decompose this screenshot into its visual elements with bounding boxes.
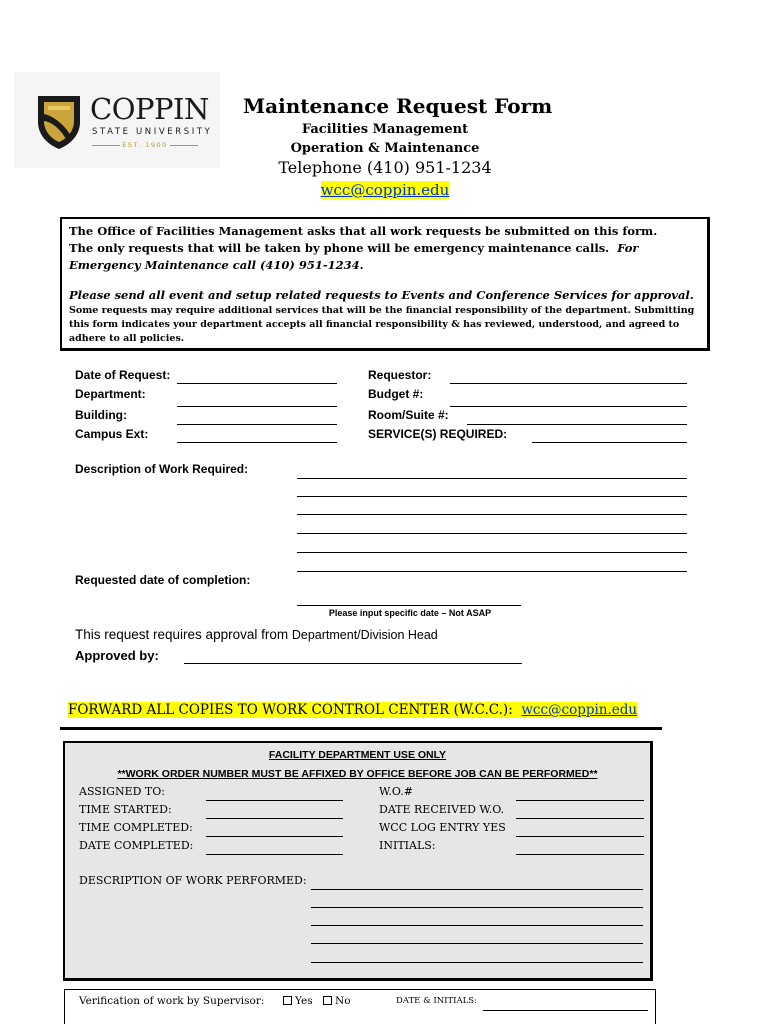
approval-text [75,627,438,642]
description-label: Description of Work Required: [75,462,249,476]
room-suite-label: Room/Suite #: [368,408,449,422]
work-performed-label: DESCRIPTION OF WORK PERFORMED: [79,874,307,887]
services-required-label: SERVICE(S) REQUIRED: [368,427,508,441]
department-field[interactable] [177,406,337,407]
assigned-to-field[interactable] [206,800,343,801]
campus-ext-field[interactable] [177,442,337,443]
notice-line-2 [69,240,700,274]
approved-by-field[interactable] [184,663,522,664]
section-divider [60,727,662,730]
approval-authority: Department/Division Head [291,628,438,642]
notice-events: Please send all event and setup related requests to Events and Conference Services for approval. [69,288,694,302]
notice-financial: Some requests may require additional services that will be the financial responsibility of the department. Submitting this form indicates your department accepts all financial responsibility & has reviewed, understood, and agreed to adhere to all policies. [69,305,695,344]
wcc-log-field[interactable] [516,836,644,837]
verification-no[interactable] [323,995,351,1007]
notice-box [60,217,710,351]
shield-icon [36,94,82,150]
coppin-logo [14,72,220,168]
yes-checkbox[interactable] [283,996,292,1005]
building-field[interactable] [177,424,337,425]
campus-ext-label: Campus Ext: [75,427,149,441]
date-initials-field[interactable] [483,1010,648,1011]
initials-field[interactable] [516,854,644,855]
description-line-6[interactable] [297,571,687,572]
budget-field[interactable] [450,406,687,407]
verification-box [64,989,656,1024]
work-performed-line-5[interactable] [311,962,643,963]
facility-use-box [63,741,653,981]
requestor-label: Requestor: [368,368,432,382]
services-required-field[interactable] [532,442,687,443]
no-label: No [335,995,351,1007]
requestor-field[interactable] [450,383,687,384]
forward-text: FORWARD ALL COPIES TO WORK CONTROL CENTER (W.C.C.): [68,702,513,718]
yes-label: Yes [295,995,313,1007]
assigned-to-label: ASSIGNED TO: [79,785,165,798]
logo-established: EST. 1900 [92,141,198,149]
department-label: Department: [75,387,146,401]
approved-by-label: Approved by: [75,648,159,663]
verification-label: Verification of work by Supervisor: [79,995,265,1007]
telephone: Telephone (410) 951-1234 [278,158,492,177]
time-started-field[interactable] [206,818,343,819]
date-received-label: DATE RECEIVED W.O. [379,803,505,816]
wo-number-label: W.O.# [379,785,413,798]
requested-date-field[interactable] [297,605,521,606]
facility-heading: FACILITY DEPARTMENT USE ONLY [268,749,447,761]
no-checkbox[interactable] [323,996,332,1005]
work-performed-line-4[interactable] [311,943,643,944]
date-of-request-field[interactable] [177,383,337,384]
description-line-5[interactable] [297,552,687,553]
date-completed-field[interactable] [206,854,343,855]
work-performed-line-1[interactable] [311,889,643,890]
form-title: Maintenance Request Form [243,94,553,118]
logo-name: COPPIN [90,92,209,126]
date-of-request-label: Date of Request: [75,368,171,382]
date-note: Please input specific date – Not ASAP [328,608,492,618]
description-line-2[interactable] [297,496,687,497]
time-started-label: TIME STARTED: [79,803,172,816]
building-label: Building: [75,408,127,422]
notice-emergency: For Emergency Maintenance call (410) 951-1234. [69,241,639,272]
date-received-field[interactable] [516,818,644,819]
department-name: Facilities Management [301,122,469,137]
division-name: Operation & Maintenance [290,141,480,156]
forward-email-link[interactable]: wcc@coppin.edu [521,702,638,718]
verification-yes[interactable] [283,995,313,1007]
wcc-log-label: WCC LOG ENTRY YES [379,821,506,834]
initials-label: INITIALS: [379,839,436,852]
requested-date-label: Requested date of completion: [75,573,251,587]
forward-instruction [68,702,637,718]
description-line-4[interactable] [297,533,687,534]
room-suite-field[interactable] [467,424,687,425]
time-completed-field[interactable] [206,836,343,837]
date-initials-label: DATE & INITIALS: [396,996,477,1006]
time-completed-label: TIME COMPLETED: [79,821,193,834]
logo-subtitle: STATE UNIVERSITY [92,127,213,137]
notice-line-1: The Office of Facilities Management asks that all work requests be submitted on this form. [69,224,658,238]
approval-requirement: This request requires approval from [75,627,289,642]
date-completed-label: DATE COMPLETED: [79,839,194,852]
description-line-1[interactable] [297,478,687,479]
work-performed-line-3[interactable] [311,925,643,926]
budget-label: Budget #: [368,387,424,401]
notice-phone-policy: The only requests that will be taken by phone will be emergency maintenance calls. [69,241,610,255]
facility-subheading: **WORK ORDER NUMBER MUST BE AFFIXED BY OFFICE BEFORE JOB CAN BE PERFORMED** [117,768,598,780]
wo-number-field[interactable] [516,800,644,801]
header-email[interactable] [200,181,570,199]
header-email-link[interactable]: wcc@coppin.edu [320,181,450,199]
work-performed-line-2[interactable] [311,907,643,908]
description-line-3[interactable] [297,514,687,515]
